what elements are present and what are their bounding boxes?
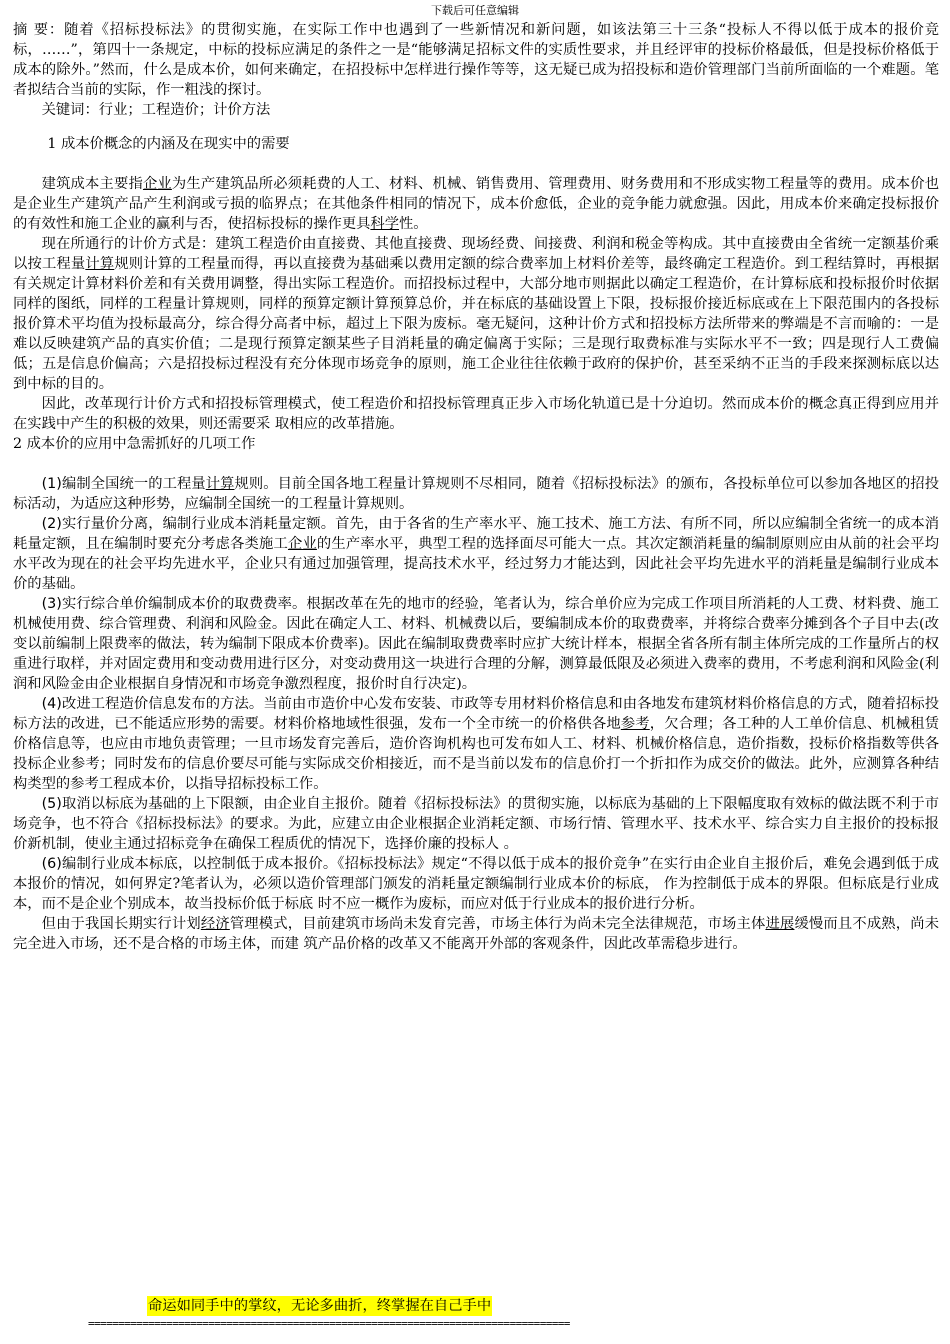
footer-divider: ================================================================================ — [88, 1317, 570, 1330]
section-2-heading: 2 成本价的应用中急需抓好的几项工作 — [13, 436, 256, 452]
list-item: (3)实行综合单价编制成本价的取费费率。根据改革在先的地市的经验，笔者认为，综合单价应为完成工作项目所消耗的人工费、材料费、施工机械使用费、综合管理费、利润和风险金。因此在确定人工、材料、机械费以后，要编制成本价的取费费率，并将综合费率分摊到各个子目中去(改变以前编制上限费率的做法，转为编制下限成本价费率)。因此在编制取费费率时应扩大统计样本，根据全省各所有制主体所完成的工作量所占的权重进行取样，并对固定费用和变动费用进行区分，对变动费用这一块进行合理的分解，测算最低限及必须进入费率的费用，不考虑利润和风险金(利润和风险金由企业根据自身情况和市场竞争激烈程度，报价时自行决定)。 — [13, 596, 939, 692]
item-number: (2) — [41, 516, 62, 532]
hyperlink-calculate[interactable]: 计算 — [85, 256, 115, 272]
list-item: (5)取消以标底为基础的上下限额，由企业自主报价。随着《招标投标法》的贯彻实施，以标底为基础的上下限幅度取有效标的做法既不利于市场竞争，也不符合《招标投标法》的要求。为此，应建立由企业根据企业消耗定额、市场行情、管理水平、技术水平、综合实力自主报价的投标报价新机制，使业主通过招标竞争在确保工程质优的情况下，选择价廉的投标人 。 — [13, 796, 939, 852]
section-1-paragraph-3: 因此，改革现行计价方式和招投标管理模式，使工程造价和招投标管理真正步入市场化轨道已是十分迫切。然而成本价的概念真正得到应用并在实践中产生的积极的效果，则还需要采 取相应的改革措施。 — [13, 396, 939, 432]
list-item: (4)改进工程造价信息发布的方法。当前由市造价中心发布安装、市政等专用材料价格信息和由各地发布建筑材料价格信息的方式，随着招标投标方法的改进，已不能适应形势的需要。材料价格地域性很强，发布一个全市统一的价格供各地参考，欠合理；各工种的人工单价信息、机械租赁价格信息等，也应由市地负责管理；一旦市场发育完善后，造价咨询机构也可发布如人工、材料、机械价格信息，造价指数，投标价格指数等供各投标企业参考；同时发布的信息价要尽可能与实际成交价相接近，而不是当前以发布的信息价打一个折扣作为成交价的做法。此外，应测算各种结构类型的参考工程成本价，以指导招标投标工作。 — [13, 696, 940, 792]
document-body — [13, 20, 939, 954]
page-header: 下载后可任意编辑 — [431, 4, 519, 17]
item-number: (6) — [41, 856, 62, 872]
hyperlink-enterprise[interactable]: 企业 — [287, 536, 317, 552]
list-item: (6)编制行业成本标底，以控制低于成本报价。《招标投标法》规定“不得以低于成本的报价竞争”在实行由企业自主报价后，难免会遇到低于成本报价的情况，如何界定?笔者认为，必须以造价管理部门颁发的消耗量定额编制行业成本价的标底， 作为控制低于成本的界限。但标底是行业成本，而不是企业个别成本，故当投标价低于标底 时不应一概作为废标，而应对低于行业成本的报价进行分析。 — [13, 856, 939, 912]
hyperlink-science[interactable]: 科学 — [370, 216, 400, 232]
section-1-paragraph-2: 现在所通行的计价方式是：建筑工程造价由直接费、其他直接费、现场经费、间接费、利润和税金等构成。其中直接费由全省统一定额基价乘以按工程量计算规则计算的工程量而得，再以直接费为基础乘以费用定额的综合费率加上材料价差等，最终确定工程造价。到工程结算时，再根据有关规定计算材料价差和有关费用调整，得出实际工程造价。而招投标过程中，大部分地市则据此以确定工程造价，在计算标底和投标报价时依据同样的图纸，同样的工程量计算规则，同样的预算定额计算预算总价，并在标底的基础设置上下限，投标报价接近标底或在上下限范围内的各投标报价算术平均值为投标最高分，综合得分高者中标，超过上下限为废标。毫无疑问，这种计价方式和招投标方法所带来的弊端是不言而喻的：一是难以反映建筑产品的真实价值；二是现行预算定额某些子目消耗量的确定偏离于实际；三是现行取费标准与实际水平不一致；四是现行人工费偏低；五是信息价偏高；六是招投标过程没有充分体现市场竞争的原则，施工企业往往依赖于政府的保护价，甚至采纳不正当的手段来探测标底以达到中标的目的。 — [13, 236, 940, 392]
list-item: (1)编制全国统一的工程量计算规则。目前全国各地工程量计算规则不尽相同，随着《招标投标法》的颁布，各投标单位可以参加各地区的招投标活动，为适应这种形势，应编制全国统一的工程量计算规则。 — [13, 476, 940, 512]
hyperlink-enterprise[interactable]: 企业 — [142, 176, 172, 192]
section-1-heading: 1 成本价概念的内涵及在现实中的需要 — [47, 136, 290, 152]
hyperlink-economy[interactable]: 经济 — [200, 916, 230, 932]
item-number: (5) — [41, 796, 62, 812]
closing-paragraph: 但由于我国长期实行计划经济管理模式，目前建筑市场尚未发育完善，市场主体行为尚未完全法律规范，市场主体进展缓慢而且不成熟，尚未完全进入市场，还不是合格的市场主体，而建 筑产品价格的改革又不能离开外部的客观条件，因此改革需稳步进行。 — [13, 916, 940, 952]
abstract-paragraph: 摘 要：随着《招标投标法》的贯彻实施，在实际工作中也遇到了一些新情况和新问题，如该法第三十三条“投标人不得以低于成本的报价竞标，……”，第四十一条规定，中标的投标应满足的条件之一是“能够满足招标文件的实质性要求，并且经评审的投标价格最低，但是投标价格低于成本的除外。”然而，什么是成本价，如何来确定，在招投标中怎样进行操作等等，这无疑已成为招投标和造价管理部门当前所面临的一个难题。笔者拟结合当前的实际，作一粗浅的探讨。 — [13, 22, 939, 98]
item-number: (1) — [41, 476, 62, 492]
item-number: (4) — [41, 696, 62, 712]
item-number: (3) — [41, 596, 62, 612]
footer-motto: 命运如同手中的掌纹，无论多曲折，终掌握在自己手中 — [148, 1298, 492, 1314]
hyperlink-calculate[interactable]: 计算 — [205, 476, 235, 492]
hyperlink-progress[interactable]: 进展 — [765, 916, 795, 932]
keywords-line: 关键词：行业；工程造价；计价方法 — [41, 102, 271, 118]
section-1-paragraph-1: 建筑成本主要指企业为生产建筑品所必须耗费的人工、材料、机械、销售费用、管理费用、财务费用和不形成实物工程量等的费用。成本价也是企业生产建筑产品产生利润或亏损的临界点；在其他条件相同的情况下，成本价愈低，企业的竞争能力就愈强。因此，用成本价来确定投标报价的有效性和施工企业的赢利与否，使招标投标的操作更具科学性。 — [13, 176, 940, 232]
hyperlink-reference[interactable]: 参考 — [620, 716, 650, 732]
list-item: (2)实行量价分离，编制行业成本消耗量定额。首先，由于各省的生产率水平、施工技术、施工方法、有所不同，所以应编制全省统一的成本消耗量定额，且在编制时要充分考虑各类施工企业的生产率水平，典型工程的选择面尽可能大一点。其次定额消耗量的编制原则应由从前的社会平均水平改为现在的社会平均先进水平，企业只有通过加强管理，提高技术水平，经过努力才能达到，因此社会平均先进水平的消耗量是编制行业成本价的基础。 — [13, 516, 940, 592]
